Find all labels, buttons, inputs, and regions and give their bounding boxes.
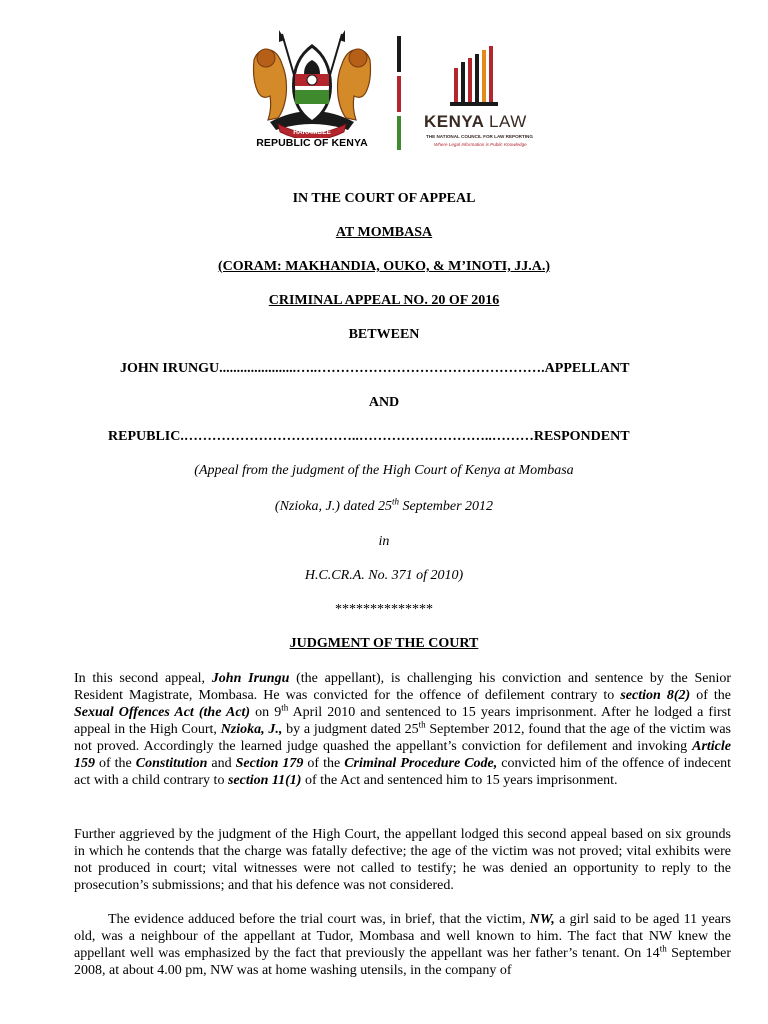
judgment-title: JUDGMENT OF THE COURT bbox=[289, 636, 479, 651]
in-label: in bbox=[378, 534, 390, 549]
paragraph-1: In this second appeal, John Irungu (the appellant), is challenging his conviction and sentence by the Senior Resident Magistrate, Mombasa. He was convicted for the offence of defilement contrary to section 8(2) of the Sexual Offences Act (the Act) on 9th April 2010 and sentenced to 15 years imprisonment. After he lodged a first appeal in the High Court, Nzioka, J., by a judgment dated 25th September 2012, found that the age of the victim was not proved. Accordingly the learned judge quashed the appellant’s conviction for defilement and invoking Article 159 of the Constitution and Section 179 of the Criminal Procedure Code, convicted him of the offence of indecent act with a child contrary to section 11(1) of the Act and sentenced him to 15 years imprisonment. bbox=[74, 671, 732, 788]
respondent-line: REPUBLIC.………………………………..………………………..………RESPONDENT bbox=[108, 429, 630, 444]
header-logos bbox=[0, 0, 768, 170]
coat-of-arms-icon bbox=[248, 30, 376, 138]
judge-date: (Nzioka, J.) dated 25th September 2012 bbox=[274, 496, 494, 514]
appeal-from: (Appeal from the judgment of the High Court of Kenya at Mombasa bbox=[194, 463, 574, 478]
kenya-law-wordmark: KENYA LAW bbox=[424, 112, 527, 131]
flag-divider bbox=[397, 36, 401, 148]
harambee-ribbon-text: HARAMBEE bbox=[293, 129, 331, 136]
appellant-line: JOHN IRUNGU......................…..………………………………………….APPELLANT bbox=[120, 361, 630, 376]
separator-stars: ************** bbox=[335, 602, 433, 617]
between-label: BETWEEN bbox=[348, 327, 420, 342]
coram: (CORAM: MAKHANDIA, OUKO, & M’INOTI, JJ.A.) bbox=[217, 259, 551, 274]
coat-of-arms bbox=[248, 30, 376, 155]
kenya-law-tagline: Where Legal Information is Public Knowledge bbox=[434, 142, 527, 147]
kenya-law-subtitle: THE NATIONAL COUNCIL FOR LAW REPORTING bbox=[426, 134, 533, 139]
court-location: AT MOMBASA bbox=[335, 225, 433, 240]
paragraph-3: The evidence adduced before the trial court was, in brief, that the victim, NW, a girl said to be aged 11 years old, was a neighbour of the appellant at Tudor, Mombasa and well known to him. The fact that NW knew the appellant well was emphasized by the fact that previously the appellant was her father’s tenant. On 14th September 2008, at about 4.00 pm, NW was at home washing utensils, in the company of bbox=[74, 912, 732, 978]
court-title: IN THE COURT OF APPEAL bbox=[292, 191, 476, 206]
republic-of-kenya-label: REPUBLIC OF KENYA bbox=[256, 137, 368, 149]
kenya-law-logo bbox=[424, 44, 549, 154]
and-label: AND bbox=[368, 395, 400, 410]
appeal-number: CRIMINAL APPEAL NO. 20 OF 2016 bbox=[268, 293, 500, 308]
case-reference: H.C.CR.A. No. 371 of 2010) bbox=[304, 568, 464, 583]
paragraph-2: Further aggrieved by the judgment of the High Court, the appellant lodged this second appeal based on six grounds in which he contends that the charge was fatally defective; the age of the victim was not proved; vital exhibits were not produced in court; vital witnesses were not called to testify; he was denied an opportunity to reply to the prosecution’s submissions; and that his defence was not considered. bbox=[74, 827, 731, 893]
kenya-law-pillars-icon bbox=[448, 44, 508, 108]
